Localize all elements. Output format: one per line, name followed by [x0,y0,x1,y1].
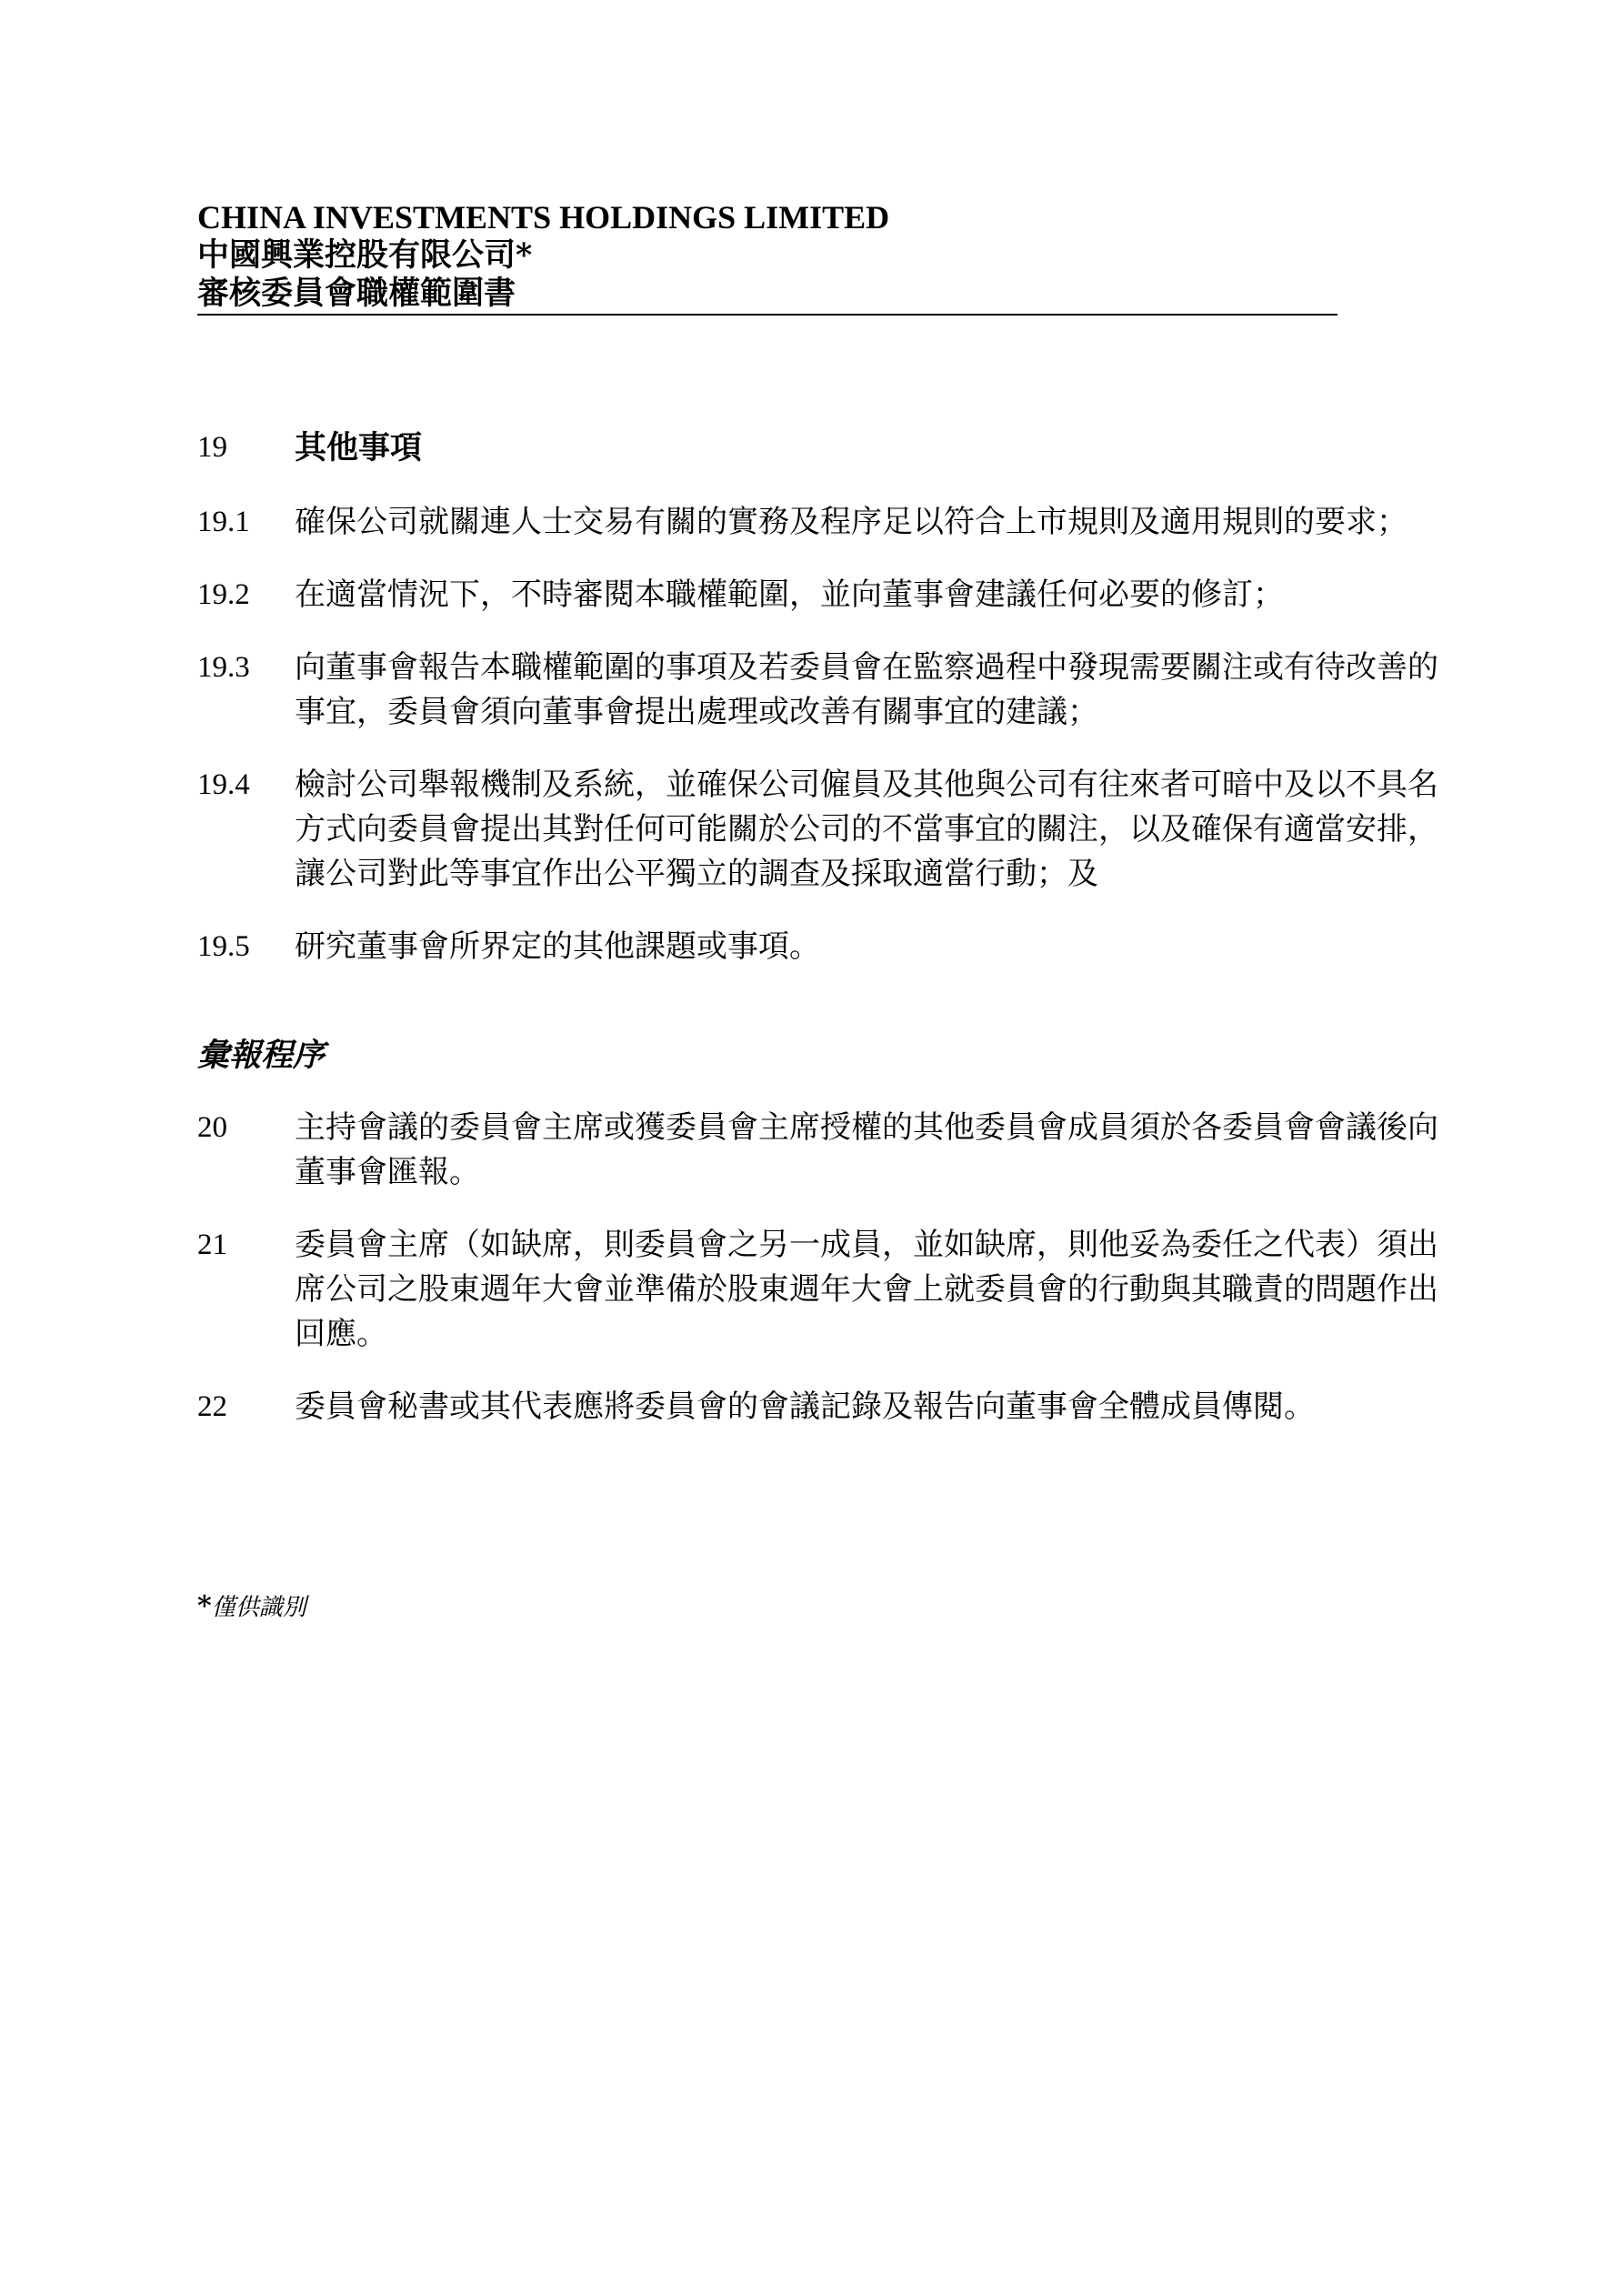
clause-number: 21 [197,1228,227,1261]
clause-item [197,925,1443,969]
clause-item [197,646,1443,735]
company-name-chinese: 中國興業控股有限公司* [197,236,533,274]
clause-text: 確保公司就關連人士交易有關的實務及程序足以符合上市規則及適用規則的要求； [295,504,1408,540]
clause-item [197,1385,1443,1429]
clause-number: 19.5 [197,930,250,963]
section-number: 19 [197,431,227,464]
clause-number: 19.4 [197,768,250,801]
clause-text: 委員會主席（如缺席，則委員會之另一成員，並如缺席，則他妥為委任之代表）須出席公司之股東週年大會並準備於股東週年大會上就委員會的行動與其職責的問題作出回應。 [295,1227,1438,1352]
clause-item [197,1106,1443,1195]
clause-number: 22 [197,1390,227,1423]
footnote-text: 僅供識別 [211,1594,306,1621]
clause-number: 19.2 [197,578,250,611]
clause-text: 向董事會報告本職權範圍的事項及若委員會在監察過程中發現需要關注或有待改善的事宜，委員會須向董事會提出處理或改善有關事宜的建議； [295,649,1438,730]
clause-item [197,763,1443,897]
clause-number: 19.1 [197,506,250,538]
footnote-marker: * [197,1590,212,1622]
footnote [197,1591,306,1623]
clause-item [197,500,1443,545]
clause-text: 主持會議的委員會主席或獲委員會主席授權的其他委員會成員須於各委員會會議後向董事會匯報。 [295,1109,1438,1190]
document-header [197,198,1337,316]
reporting-procedure-heading: 彙報程序 [197,1037,326,1074]
clause-text: 研究董事會所界定的其他課題或事項。 [295,928,820,965]
company-name-english: CHINA INVESTMENTS HOLDINGS LIMITED [197,199,890,236]
clause-item [197,573,1443,617]
clause-number: 19.3 [197,651,250,684]
clause-text: 檢討公司舉報機制及系統，並確保公司僱員及其他與公司有往來者可暗中及以不具名方式向委員會提出其對任何可能關於公司的不當事宜的關注，以及確保有適當安排，讓公司對此等事宜作出公平獨立的調查及採取適當行動；及 [295,767,1438,892]
document-title: 審核委員會職權範圍書 [197,275,516,312]
clause-item [197,1223,1443,1357]
clause-number: 20 [197,1111,227,1144]
clause-text: 在適當情況下，不時審閱本職權範圍，並向董事會建議任何必要的修訂； [295,577,1284,613]
section-title: 其他事項 [295,429,423,466]
document-body [197,426,1443,1429]
clause-text: 委員會秘書或其代表應將委員會的會議記錄及報告向董事會全體成員傳閱。 [295,1389,1315,1425]
section-19-heading [197,426,1443,470]
